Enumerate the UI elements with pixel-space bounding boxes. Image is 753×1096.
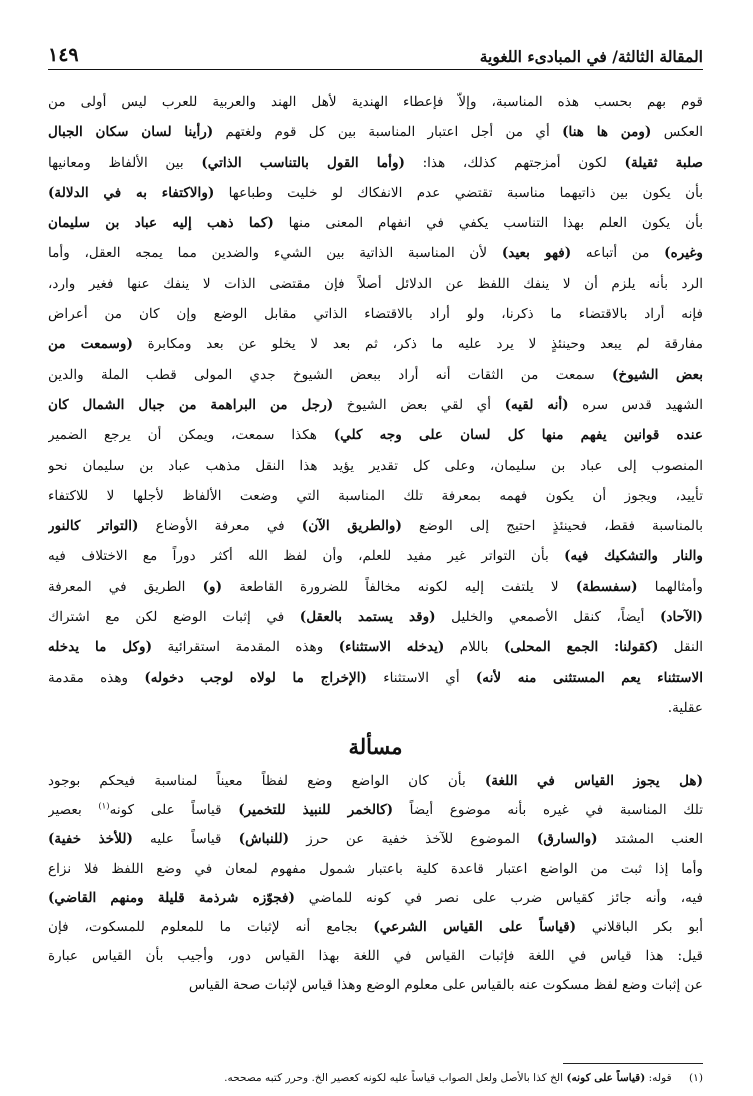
bold-quote: (الآحاد) [660, 609, 703, 626]
bold-quote: (فهو بعيد) [501, 245, 572, 262]
header-rule [48, 69, 703, 70]
text-run: الخ كذا بالأصل ولعل الصواب قياساً عليه لكونه كعصير الخ. وحرر كتبه مصححه. [224, 1072, 567, 1084]
text-run: بأن كان الواضع وضع لفظاً معيناً لمناسبة فيحكم بوجود [48, 773, 485, 789]
text-line [48, 511, 703, 541]
text-line [48, 663, 703, 693]
text-line [48, 451, 703, 481]
bold-quote: (سفسطة) [575, 578, 638, 595]
text-run: الشهيد قدس سره [568, 396, 703, 413]
text-line [48, 481, 703, 511]
text-line [48, 420, 703, 450]
text-run: من أتباعه [571, 245, 665, 262]
text-line [48, 632, 703, 662]
text-run: قياساً عليه [132, 831, 239, 848]
text-run: عقلية. [667, 699, 703, 716]
text-run: مفارقة لم يبعد وحينئذٍ لا يرد عليه ما ذكر، ثم بعد لا يخلو عن بعد ومكابرة [132, 336, 703, 353]
body-paragraph-2 [48, 767, 703, 1001]
text-run: وهذه المقدمة استقرائية [152, 639, 339, 656]
text-run: الطريق في المعرفة [48, 578, 203, 595]
text-line [48, 360, 703, 390]
text-run: العكس [651, 124, 703, 141]
bold-quote: (للأخذ خفية) [48, 831, 133, 848]
bold-quote: (وقد يستمد بالعقل) [299, 609, 436, 626]
bold-quote: (وأما القول بالتناسب الذاتي) [201, 154, 405, 171]
bold-quote: والنار والتشكيك فيه) [564, 548, 703, 565]
text-run: هكذا سمعت، ويمكن أن يرجع الضمير [48, 427, 334, 444]
text-run: أي لقي بعض الشيوخ [333, 396, 505, 413]
text-line [48, 238, 703, 268]
text-run: أي من أجل اعتبار المناسبة بين كل قوم ولغتهم [213, 124, 563, 141]
bold-quote: (والطريق الآن) [301, 518, 402, 535]
bold-quote: (هل يجوز القياس في اللغة) [484, 773, 703, 789]
text-run: لكون أمزجتهم كذلك، هذا: [404, 154, 625, 171]
bold-quote: (و) [202, 578, 223, 595]
bold-quote: (وسمعت من [48, 336, 133, 353]
text-line [48, 971, 703, 1000]
text-line [48, 148, 703, 178]
bold-quote: (قياساً على القياس الشرعي) [373, 918, 577, 935]
text-line [48, 884, 703, 913]
footnote-text [224, 1072, 672, 1084]
text-run: فيه، وأنه جائز كقياس ضرب على نصر في كونه للماضي [294, 889, 703, 906]
bold-quote: بعض الشيوخ) [612, 366, 703, 383]
bold-quote: (قياساً على كونه) [566, 1072, 646, 1084]
text-run: تأييد، ويجوز أن يكون فهمه بمعرفة تلك المناسبة التي وضعت الألفاظ لأجلها لا للاكتفاء [48, 487, 703, 504]
text-line [48, 269, 703, 299]
text-line [48, 796, 703, 825]
text-run: سمعت من الثقات أنه أراد ببعض الشيوخ جدي المولى قطب الملة والدين [48, 366, 612, 383]
text-run: النقل [658, 639, 703, 656]
text-run: لأن المناسبة الذاتية بين الشيء والضدين مما يمجه العقل، وأما [48, 245, 502, 262]
text-line [48, 208, 703, 238]
bold-quote: (الإخراج ما لولاه لوجب دخوله) [144, 669, 367, 686]
text-run: العنب المشتد [597, 831, 703, 848]
text-line [48, 541, 703, 571]
page-number: ١٤٩ [48, 44, 79, 66]
text-run: بأن التواتر غير مفيد للعلم، وأن لفظ الله أكثر دوراً مع الاختلاف فيه [48, 548, 565, 565]
bold-quote: (والاكتفاء به في الدلالة) [48, 184, 215, 201]
bold-quote: (التواتر كالنور [48, 518, 139, 535]
text-line [48, 602, 703, 632]
footnote-marker: (١) [689, 1072, 703, 1084]
text-run: وأما إذا ثبت من الواضع اعتبار قاعدة كلية باعتبار شمول مفهوم لمعان في وضع اللفظ فلا نزاع [48, 860, 703, 877]
text-run: في معرفة الأوضاع [138, 518, 302, 535]
text-run: بالمناسبة فقط، فحينئذٍ احتيج إلى الوضع [401, 518, 703, 535]
body-paragraph-1 [48, 87, 703, 723]
text-line [48, 390, 703, 420]
footnote-rule [563, 1063, 703, 1064]
bold-quote: (ومن ها هنا) [562, 124, 652, 141]
bold-quote: (وكل ما يدخله [48, 639, 153, 656]
bold-quote: صلبة ثقيلة) [624, 154, 703, 171]
text-line [48, 767, 703, 796]
text-run: عن إثبات وضع لفظ مسكوت عنه بالقياس على معلوم الوضع وهذا قياس لإثبات صحة القياس [188, 977, 703, 994]
text-run: في إثبات الوضع لكن مع اشتراك [48, 609, 300, 626]
text-run: بين الألفاظ ومعانيها [48, 154, 202, 171]
text-line [48, 825, 703, 854]
bold-quote: وغيره) [664, 245, 703, 262]
bold-quote: الاستثناء يعم المستثنى منه لأنه) [475, 669, 703, 686]
bold-quote: (فجوّزه شرذمة قليلة ومنهم القاضي) [48, 889, 295, 906]
text-run: أبو بكر الباقلاني [576, 918, 703, 935]
text-run: لا يلتفت إليه لكونه مخالفاً للضرورة القاطعة [222, 578, 576, 595]
footnote-ref: (١) [98, 801, 110, 812]
text-run: قيل: هذا قياس في اللغة فإثبات القياس في اللغة بهذا القياس دور، وأجيب بأن القياس عبارة [48, 948, 703, 965]
bold-quote: (رجل من البراهمة من جبال الشمال كان [48, 396, 334, 413]
bold-quote: (أنه لقيه) [504, 396, 569, 413]
page-header [48, 34, 703, 66]
text-run: أي الاستثناء [367, 669, 476, 686]
text-line [48, 329, 703, 359]
text-run: بأن يكون العلم بهذا التناسب يكفي في انفهام المعنى منها [273, 215, 703, 232]
text-run: قوله: [645, 1072, 672, 1084]
text-run: وهذه مقدمة [48, 669, 145, 686]
text-run: بجامع أنه لإثبات ما للمعلوم للمسكوت، فإن [48, 918, 374, 935]
bold-quote: (للنباش) [238, 831, 290, 848]
text-line [48, 117, 703, 147]
bold-quote: (كالخمر للنبيذ للتخمير) [238, 802, 394, 819]
section-title: مسألة [348, 734, 403, 759]
text-line [48, 87, 703, 117]
text-run: تلك المناسبة في غيره بأنه موضوع أيضاً [393, 802, 703, 819]
bold-quote: (يدخله الاستثناء) [338, 639, 445, 656]
text-run: الموضوع للآخذ خفية عن حرز [289, 831, 537, 848]
footnote [48, 1070, 703, 1086]
text-line [48, 693, 703, 723]
text-run: أيضاً، كنقل الأصمعي والخليل [435, 609, 660, 626]
text-line [48, 572, 703, 602]
text-run: قياساً على كونه [109, 802, 239, 819]
text-line [48, 299, 703, 329]
text-run: الرد بأنه يلزم أن لا ينفك اللفظ عن الدلائل أصلاً فإن مقتضى الذات لا ينفك عنها فغير وارد، [48, 275, 703, 292]
text-run: قوم بهم بحسب هذه المناسبة، وإلاّ فإعطاء الهندية لأهل الهند والعربية للعرب ليس أولى من [48, 94, 703, 110]
text-run: وأمثالهما [637, 578, 703, 595]
bold-quote: (كقولنا: الجمع المحلى) [503, 639, 659, 656]
bold-quote: (رأينا لسان سكان الجبال [48, 124, 214, 141]
text-run: المنصوب إلى عباد بن سليمان، وعلى كل تقدير يؤيد هذا النقل مذهب عباد بن سليمان نحو [48, 457, 703, 474]
text-run: باللام [444, 639, 504, 656]
text-run: بعصير [48, 802, 99, 819]
text-run: فإنه أراد بالاقتضاء ما ذكرنا، ولو أراد بالاقتضاء الذاتي مقابل الوضع وإن كان من أعراض [48, 306, 703, 323]
bold-quote: (والسارق) [536, 831, 598, 848]
text-line [48, 913, 703, 942]
running-title: المقالة الثالثة/ في المبادىء اللغوية [479, 47, 703, 66]
bold-quote: (كما ذهب إليه عباد بن سليمان [48, 215, 274, 232]
text-line [48, 855, 703, 884]
bold-quote: عنده قوانين يفهم منها كل لسان على وجه كلي) [333, 427, 703, 444]
text-line [48, 178, 703, 208]
text-run: بأن يكون بين ذاتيهما مناسبة تقتضي عدم الانفكاك لو خليت وطباعها [214, 184, 703, 201]
text-line [48, 942, 703, 971]
